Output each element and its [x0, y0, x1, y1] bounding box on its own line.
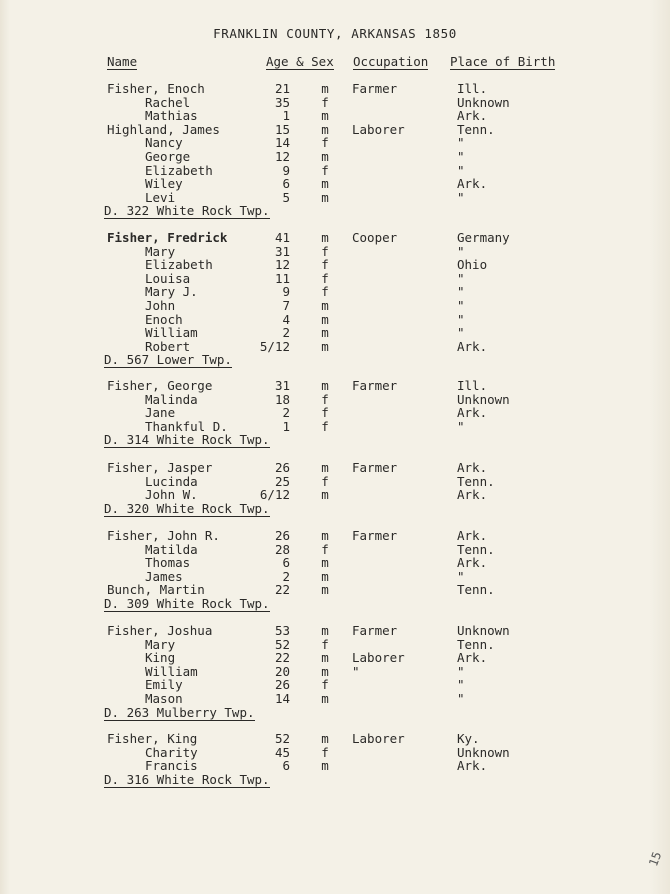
person-sex: m	[321, 298, 329, 313]
header-name: Name	[107, 54, 138, 69]
person-row	[0, 177, 670, 191]
person-row	[0, 313, 670, 327]
person-row	[0, 272, 670, 286]
person-name: Emily	[145, 677, 183, 693]
dwelling-township: D. 314 White Rock Twp.	[104, 432, 270, 448]
person-row	[0, 393, 670, 407]
person-age: 26	[274, 528, 290, 543]
person-occupation: Laborer	[352, 731, 405, 746]
person-row	[0, 759, 670, 773]
person-row	[0, 692, 670, 706]
person-place-of-birth: Ill.	[457, 378, 488, 393]
person-row	[0, 461, 670, 475]
person-age: 45	[274, 744, 290, 760]
person-sex: m	[321, 189, 329, 205]
person-sex: f	[321, 677, 329, 693]
page-title: FRANKLIN COUNTY, ARKANSAS 1850	[213, 26, 457, 41]
person-place-of-birth: Ark.	[457, 528, 488, 543]
person-sex: f	[321, 636, 329, 652]
person-name: Rachel	[145, 94, 191, 110]
person-sex: f	[321, 162, 329, 178]
person-place-of-birth: Ark.	[457, 405, 488, 421]
person-occupation: "	[352, 663, 360, 679]
person-sex: m	[321, 338, 329, 354]
person-age: 20	[274, 663, 290, 679]
person-place-of-birth: Unknown	[457, 391, 510, 407]
person-row	[0, 475, 670, 489]
person-age: 6	[282, 176, 290, 192]
person-row	[0, 570, 670, 584]
person-occupation: Laborer	[352, 121, 405, 137]
person-sex: m	[321, 460, 329, 475]
person-age: 15	[274, 121, 290, 137]
person-name: Mason	[145, 691, 183, 706]
person-age: 12	[274, 257, 290, 273]
person-name: Mary	[145, 636, 176, 652]
person-age: 7	[282, 298, 290, 313]
person-place-of-birth: Tenn.	[457, 582, 495, 598]
person-place-of-birth: Ark.	[457, 460, 488, 475]
person-age: 41	[274, 230, 290, 245]
person-sex: f	[321, 473, 329, 489]
person-age: 1	[282, 418, 290, 434]
person-sex: f	[321, 405, 329, 421]
person-age: 9	[282, 162, 290, 178]
person-sex: m	[321, 568, 329, 584]
person-place-of-birth: Tenn.	[457, 121, 495, 137]
person-age: 22	[274, 650, 290, 666]
person-sex: m	[321, 487, 329, 503]
person-row	[0, 285, 670, 299]
person-place-of-birth: "	[457, 284, 465, 300]
dwelling-township: D. 322 White Rock Twp.	[104, 203, 270, 219]
person-place-of-birth: Tenn.	[457, 541, 495, 557]
person-sex: m	[321, 121, 329, 137]
person-sex: f	[321, 94, 329, 110]
person-name: Mary J.	[145, 284, 198, 300]
person-sex: f	[321, 744, 329, 760]
person-age: 4	[282, 311, 290, 327]
person-name: Nancy	[145, 135, 183, 151]
person-age: 12	[274, 149, 290, 164]
person-row	[0, 556, 670, 570]
person-age: 18	[274, 391, 290, 407]
header-occupation: Occupation	[353, 54, 429, 69]
person-age: 6/12	[259, 487, 290, 503]
person-age: 28	[274, 541, 290, 557]
person-name: John W.	[145, 487, 198, 503]
dwelling-township: D. 320 White Rock Twp.	[104, 500, 270, 516]
person-occupation: Laborer	[352, 650, 405, 666]
person-sex: m	[321, 311, 329, 327]
person-name: Malinda	[145, 391, 198, 407]
person-row	[0, 82, 670, 96]
person-place-of-birth: "	[457, 298, 465, 313]
person-age: 11	[274, 270, 290, 286]
person-sex: m	[321, 81, 329, 96]
person-name: Wiley	[145, 176, 183, 192]
person-place-of-birth: "	[457, 325, 465, 341]
person-age: 26	[274, 460, 290, 475]
person-place-of-birth: "	[457, 243, 465, 259]
person-sex: f	[321, 257, 329, 273]
person-row	[0, 583, 670, 597]
person-name: George	[145, 149, 191, 164]
person-name: Elizabeth	[145, 257, 213, 273]
person-place-of-birth: "	[457, 418, 465, 434]
person-place-of-birth: Tenn.	[457, 636, 495, 652]
person-row	[0, 136, 670, 150]
header-age-sex: Age & Sex	[266, 54, 334, 69]
person-name: Fisher, Jasper	[107, 460, 213, 475]
person-place-of-birth: "	[457, 677, 465, 693]
person-place-of-birth: Ark.	[457, 650, 488, 666]
person-sex: m	[321, 650, 329, 666]
person-name: King	[145, 650, 176, 666]
person-place-of-birth: "	[457, 311, 465, 327]
person-place-of-birth: Unknown	[457, 623, 510, 638]
person-row	[0, 406, 670, 420]
person-name: William	[145, 663, 198, 679]
person-row	[0, 488, 670, 502]
person-place-of-birth: Ky.	[457, 731, 480, 746]
person-row	[0, 529, 670, 543]
person-row	[0, 379, 670, 393]
person-place-of-birth: Germany	[457, 230, 510, 245]
person-place-of-birth: "	[457, 568, 465, 584]
person-name: Fisher, George	[107, 378, 213, 393]
person-name: Fisher, Joshua	[107, 623, 213, 638]
person-row	[0, 678, 670, 692]
person-place-of-birth: "	[457, 691, 465, 706]
person-age: 9	[282, 284, 290, 300]
person-name: Levi	[145, 189, 176, 205]
person-age: 14	[274, 691, 290, 706]
person-name: Thomas	[145, 555, 191, 571]
person-place-of-birth: "	[457, 663, 465, 679]
person-name: Robert	[145, 338, 191, 354]
person-row	[0, 326, 670, 340]
person-age: 52	[274, 731, 290, 746]
person-name: Charity	[145, 744, 198, 760]
person-name: James	[145, 568, 183, 584]
person-age: 35	[274, 94, 290, 110]
person-row	[0, 245, 670, 259]
person-place-of-birth: "	[457, 149, 465, 164]
person-age: 6	[282, 555, 290, 571]
person-row	[0, 651, 670, 665]
person-place-of-birth: Tenn.	[457, 473, 495, 489]
person-place-of-birth: Ark.	[457, 555, 488, 571]
person-occupation: Farmer	[352, 460, 398, 475]
dwelling-township: D. 309 White Rock Twp.	[104, 596, 270, 611]
person-name: Bunch, Martin	[107, 582, 205, 598]
person-name: Matilda	[145, 541, 198, 557]
person-place-of-birth: Ark.	[457, 176, 488, 192]
person-row	[0, 96, 670, 110]
dwelling-township: D. 316 White Rock Twp.	[104, 771, 270, 787]
person-place-of-birth: Unknown	[457, 94, 510, 110]
person-age: 31	[274, 378, 290, 393]
person-name: Francis	[145, 758, 198, 774]
person-occupation: Farmer	[352, 378, 398, 393]
person-name: Enoch	[145, 311, 183, 327]
person-age: 22	[274, 582, 290, 598]
person-row	[0, 638, 670, 652]
person-name: Fisher, John R.	[107, 528, 220, 543]
person-name: Mary	[145, 243, 176, 259]
person-sex: m	[321, 325, 329, 341]
person-name: Elizabeth	[145, 162, 213, 178]
person-place-of-birth: Ohio	[457, 257, 488, 273]
person-age: 31	[274, 243, 290, 259]
person-occupation: Farmer	[352, 81, 398, 96]
person-row	[0, 420, 670, 434]
person-row	[0, 123, 670, 137]
person-age: 5/12	[259, 338, 290, 354]
person-row	[0, 746, 670, 760]
person-sex: m	[321, 582, 329, 598]
person-sex: f	[321, 541, 329, 557]
header-place-of-birth: Place of Birth	[450, 54, 556, 69]
person-occupation: Cooper	[352, 230, 398, 245]
person-sex: f	[321, 243, 329, 259]
person-row	[0, 258, 670, 272]
person-sex: m	[321, 176, 329, 192]
person-occupation: Farmer	[352, 528, 398, 543]
person-sex: m	[321, 691, 329, 706]
person-name: Highland, James	[107, 121, 220, 137]
person-age: 6	[282, 758, 290, 774]
person-sex: f	[321, 135, 329, 151]
person-age: 5	[282, 189, 290, 205]
person-sex: m	[321, 663, 329, 679]
person-sex: m	[321, 555, 329, 571]
person-row	[0, 543, 670, 557]
person-age: 26	[274, 677, 290, 693]
person-name: Mathias	[145, 108, 198, 124]
person-row	[0, 624, 670, 638]
dwelling-township: D. 263 Mulberry Twp.	[104, 704, 255, 720]
person-place-of-birth: Ark.	[457, 487, 488, 503]
person-place-of-birth: Unknown	[457, 744, 510, 760]
person-place-of-birth: Ark.	[457, 108, 488, 124]
person-name: Fisher, King	[107, 731, 198, 746]
person-sex: f	[321, 391, 329, 407]
page-number: 15	[645, 849, 664, 869]
person-name: Louisa	[145, 270, 191, 286]
person-sex: f	[321, 284, 329, 300]
person-row	[0, 665, 670, 679]
person-place-of-birth: Ark.	[457, 338, 488, 354]
person-name: Lucinda	[145, 473, 198, 489]
person-name: William	[145, 325, 198, 341]
person-sex: m	[321, 230, 329, 245]
person-row	[0, 164, 670, 178]
person-age: 2	[282, 405, 290, 421]
person-sex: m	[321, 378, 329, 393]
person-name: Fisher, Fredrick	[107, 230, 228, 245]
person-row	[0, 732, 670, 746]
person-row	[0, 150, 670, 164]
person-place-of-birth: Ark.	[457, 758, 488, 774]
person-row	[0, 299, 670, 313]
person-age: 2	[282, 568, 290, 584]
person-age: 21	[274, 81, 290, 96]
person-age: 1	[282, 108, 290, 124]
person-place-of-birth: "	[457, 162, 465, 178]
person-occupation: Farmer	[352, 623, 398, 638]
person-sex: f	[321, 418, 329, 434]
person-sex: m	[321, 758, 329, 774]
person-place-of-birth: "	[457, 189, 465, 205]
person-sex: m	[321, 731, 329, 746]
person-sex: f	[321, 270, 329, 286]
person-age: 25	[274, 473, 290, 489]
person-row	[0, 340, 670, 354]
person-sex: m	[321, 623, 329, 638]
person-row	[0, 109, 670, 123]
person-sex: m	[321, 108, 329, 124]
person-sex: m	[321, 528, 329, 543]
person-place-of-birth: "	[457, 135, 465, 151]
dwelling-township: D. 567 Lower Twp.	[104, 352, 232, 368]
person-sex: m	[321, 149, 329, 164]
person-age: 14	[274, 135, 290, 151]
person-row	[0, 191, 670, 205]
person-name: Fisher, Enoch	[107, 81, 205, 96]
person-place-of-birth: Ill.	[457, 81, 488, 96]
person-age: 2	[282, 325, 290, 341]
person-name: John	[145, 298, 176, 313]
person-age: 53	[274, 623, 290, 638]
person-age: 52	[274, 636, 290, 652]
person-row	[0, 231, 670, 245]
person-name: Jane	[145, 405, 176, 421]
person-name: Thankful D.	[145, 418, 228, 434]
person-place-of-birth: "	[457, 270, 465, 286]
